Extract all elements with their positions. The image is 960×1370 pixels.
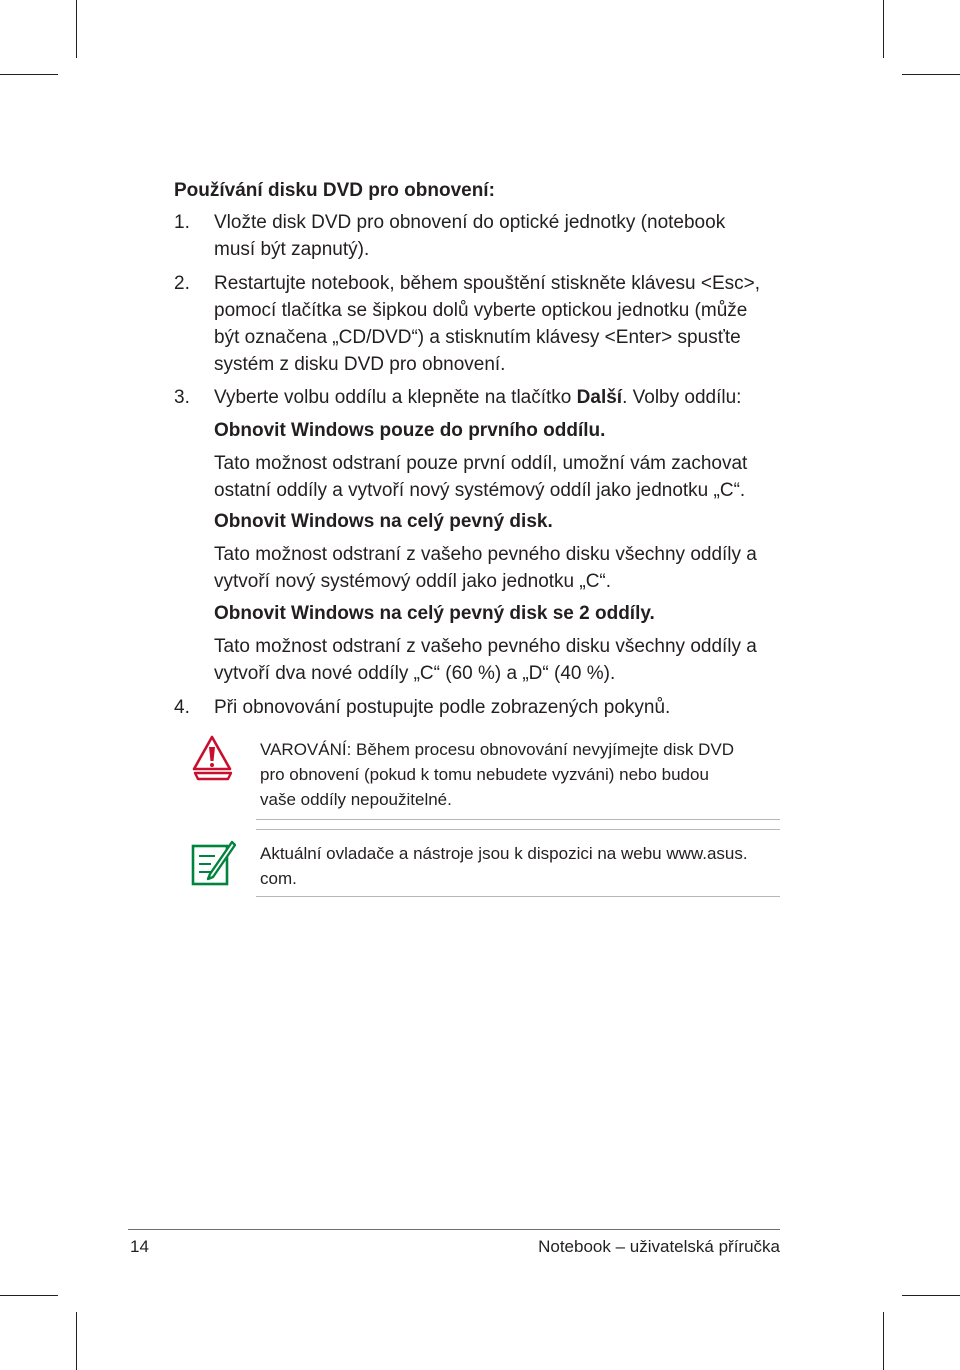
step-text: Restartujte notebook, během spouštění stiskněte klávesu <Esc>, bbox=[214, 273, 761, 294]
step-text: systém z disku DVD pro obnovení. bbox=[214, 354, 506, 375]
note-text: Aktuální ovladače a nástroje jsou k dispozici na webu www.asus. bbox=[260, 844, 748, 863]
step-text bbox=[214, 384, 741, 411]
option-title: Obnovit Windows na celý pevný disk. bbox=[214, 511, 553, 532]
option-text: Tato možnost odstraní z vašeho pevného disku všechny oddíly a bbox=[214, 636, 757, 657]
note-text: com. bbox=[260, 869, 297, 888]
warning-text: pro obnovení (pokud k tomu nebudete vyzváni) nebo budou bbox=[260, 765, 709, 784]
step-text: Při obnovování postupujte podle zobrazených pokynů. bbox=[214, 697, 671, 718]
note-pencil-icon bbox=[190, 836, 236, 888]
crop-mark bbox=[902, 1295, 960, 1296]
step-text: pomocí tlačítka se šipkou dolů vyberte optickou jednotku (může bbox=[214, 300, 748, 321]
crop-mark bbox=[0, 74, 58, 75]
step-number: 1. bbox=[174, 212, 190, 233]
option-text: Tato možnost odstraní pouze první oddíl, umožní vám zachovat bbox=[214, 453, 748, 474]
next-button-label: Další bbox=[576, 387, 623, 408]
step-number: 3. bbox=[174, 387, 190, 408]
footer-rule bbox=[128, 1229, 780, 1230]
option-text: Tato možnost odstraní z vašeho pevného disku všechny oddíly a bbox=[214, 544, 757, 565]
warning-text: vaše oddíly nepoužitelné. bbox=[260, 790, 452, 809]
crop-mark bbox=[902, 74, 960, 75]
step-number: 4. bbox=[174, 697, 190, 718]
option-title: Obnovit Windows pouze do prvního oddílu. bbox=[214, 420, 606, 441]
warning-icon bbox=[190, 734, 234, 782]
step-text-part: . Volby oddílu: bbox=[622, 387, 742, 408]
section-title: Používání disku DVD pro obnovení: bbox=[174, 180, 495, 201]
step-number: 2. bbox=[174, 273, 190, 294]
divider bbox=[256, 829, 780, 830]
step-text-part: Vyberte volbu oddílu a klepněte na tlačítko bbox=[214, 387, 577, 408]
step-text: musí být zapnutý). bbox=[214, 239, 370, 260]
step-text: Vložte disk DVD pro obnovení do optické jednotky (notebook bbox=[214, 212, 726, 233]
warning-text: VAROVÁNÍ: Během procesu obnovování nevyjímejte disk DVD bbox=[260, 740, 735, 759]
option-title: Obnovit Windows na celý pevný disk se 2 oddíly. bbox=[214, 603, 655, 624]
option-text: vytvoří nový systémový oddíl jako jednotku „C“. bbox=[214, 571, 612, 592]
step-text: být označena „CD/DVD“) a stisknutím klávesy <Enter> spusťte bbox=[214, 327, 741, 348]
crop-mark bbox=[76, 0, 77, 58]
page-number: 14 bbox=[130, 1237, 149, 1256]
crop-mark bbox=[0, 1295, 58, 1296]
option-text: vytvoří dva nové oddíly „C“ (60 %) a „D“ (40 %). bbox=[214, 663, 616, 684]
divider bbox=[256, 896, 780, 897]
crop-mark bbox=[883, 1312, 884, 1370]
manual-title: Notebook – uživatelská příručka bbox=[538, 1237, 780, 1256]
option-text: ostatní oddíly a vytvoří nový systémový oddíl jako jednotku „C“. bbox=[214, 480, 746, 501]
divider bbox=[256, 819, 780, 820]
crop-mark bbox=[883, 0, 884, 58]
crop-mark bbox=[76, 1312, 77, 1370]
